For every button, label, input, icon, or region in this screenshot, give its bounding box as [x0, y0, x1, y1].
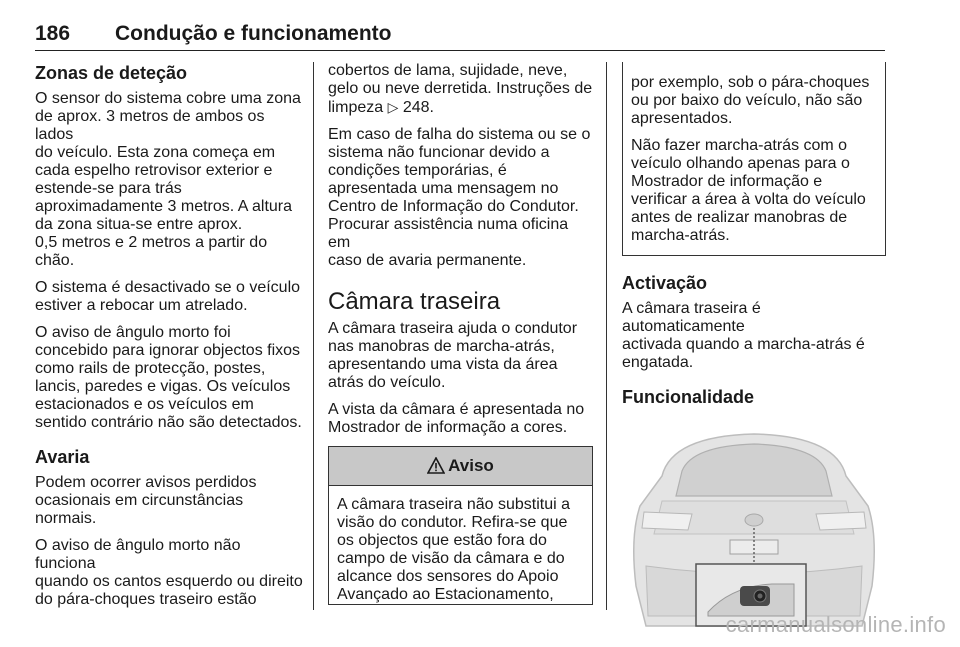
heading-avaria: Avaria: [35, 447, 90, 467]
heading-zonas: Zonas de deteção: [35, 63, 188, 83]
rear-camera-illustration: [622, 416, 886, 642]
page-reference-arrow-icon: ▷: [387, 99, 399, 115]
column-divider-1: [313, 62, 314, 610]
warning-header: [329, 447, 592, 486]
paragraph-zonas-1: O sensor do sistema cobre uma zona de aprox. 3 metros de ambos os lados do veículo. Esta zona começa em cada espelho retrovisor exterior e estende-se para trás aproximadamente 3 metros. A altura da zona situa-se entre aprox. 0,5 metros e 2 metros a partir do chão.: [35, 90, 301, 269]
warning-box-continued: [622, 62, 886, 256]
warning-label: Aviso: [448, 456, 494, 475]
heading-funcionalidade: Funcionalidade: [622, 387, 755, 407]
paragraph-camara-1: A câmara traseira ajuda o condutor nas manobras de marcha-atrás, apresentando uma vista da área atrás do veículo.: [328, 320, 578, 391]
section-title: Condução e funcionamento: [115, 22, 392, 45]
heading-camara-traseira: Câmara traseira: [328, 288, 501, 315]
warning-paragraph: A câmara traseira não substitui a visão do condutor. Refira-se que os objectos que estão fora do campo de visão da câmara e do alcance dos sensores do Apoio Avançado ao Estacionamento,: [337, 496, 571, 603]
column-divider-2: [606, 62, 607, 610]
warning-continued-paragraph-1: por exemplo, sob o pára-choques ou por baixo do veículo, não são apresentados.: [631, 74, 870, 127]
page-header: [35, 22, 885, 51]
paragraph-avaria-2: O aviso de ângulo morto não funciona quando os cantos esquerdo ou direito do pára-choques traseiro estão: [35, 537, 303, 608]
paragraph-zonas-3: O aviso de ângulo morto foi concebido para ignorar objectos fixos como rails de protecção, postes, lancis, paredes e vigas. Os veículos estacionados e os veículos em sentido contrário não são detectados.: [35, 324, 302, 431]
warning-box: [328, 446, 593, 605]
page-number: 186: [35, 22, 71, 45]
paragraph-activacao: A câmara traseira é automaticamente activada quando a marcha-atrás é engatada.: [622, 300, 865, 371]
paragraph-camara-2: A vista da câmara é apresentada no Mostrador de informação a cores.: [328, 401, 585, 436]
column-3: [622, 62, 886, 642]
paragraph-zonas-2: O sistema é desactivado se o veículo estiver a rebocar um atrelado.: [35, 279, 301, 314]
warning-body: [329, 486, 592, 604]
paragraph-limpeza: cobertos de lama, sujidade, neve, gelo ou neve derretida. Instruções de limpeza ▷ 248.: [328, 62, 593, 116]
heading-activacao: Activação: [622, 273, 708, 293]
page-reference-link[interactable]: 248.: [402, 99, 434, 116]
watermark: carmanualsonline.info: [725, 612, 946, 637]
car-rear-view-icon: [622, 416, 886, 642]
paragraph-avaria-1: Podem ocorrer avisos perdidos ocasionais em circunstâncias normais.: [35, 474, 257, 527]
column-1: [35, 62, 303, 618]
warning-continued-paragraph-2: Não fazer marcha-atrás com o veículo olhando apenas para o Mostrador de informação e verificar a área à volta do veículo antes de realizar manobras de marcha-atrás.: [631, 137, 866, 244]
paragraph-falha: Em caso de falha do sistema ou se o sistema não funcionar devido a condições temporárias, é apresentada uma mensagem no Centro de Informação do Condutor. Procurar assistência numa oficina em caso de avaria permanente.: [328, 126, 591, 269]
column-2: [328, 62, 593, 605]
warning-triangle-icon: [427, 457, 445, 474]
